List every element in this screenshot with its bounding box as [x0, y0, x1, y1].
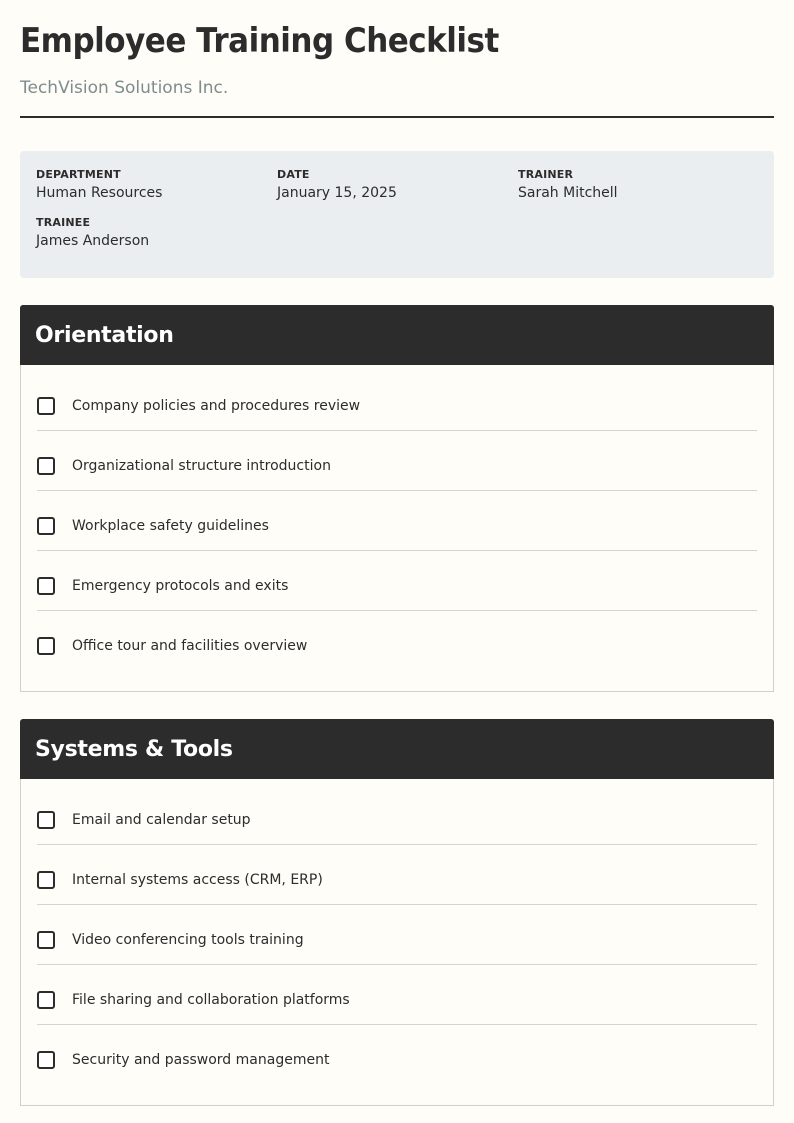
- checklist-item[interactable]: [37, 611, 757, 671]
- checklist-item-label: Company policies and procedures review: [72, 397, 361, 414]
- info-trainee: [36, 215, 277, 263]
- checkbox[interactable]: [37, 637, 55, 655]
- info-date: [277, 167, 518, 215]
- info-box: [20, 151, 774, 278]
- info-label: DEPARTMENT: [36, 168, 121, 181]
- checkbox[interactable]: [37, 871, 55, 889]
- section-systems-tools: [20, 719, 774, 1106]
- checkbox[interactable]: [37, 577, 55, 595]
- document-header: [20, 0, 774, 118]
- info-label: DATE: [277, 168, 310, 181]
- info-label: TRAINER: [518, 168, 574, 181]
- checklist-item-label: Security and password management: [72, 1052, 330, 1068]
- checklist-item-label: Internal systems access (CRM, ERP): [72, 871, 323, 888]
- checklist-item-label: Organizational structure introduction: [72, 457, 331, 474]
- section-orientation: [20, 305, 774, 692]
- info-value: James Anderson: [36, 233, 150, 249]
- checklist-item[interactable]: [37, 905, 757, 965]
- checklist-item-label: File sharing and collaboration platforms: [72, 991, 350, 1008]
- checkbox[interactable]: [37, 991, 55, 1009]
- checklist-item[interactable]: [37, 965, 757, 1025]
- info-department: [36, 167, 277, 215]
- checklist: [21, 365, 773, 691]
- checkbox[interactable]: [37, 1051, 55, 1069]
- page-title: Employee Training Checklist: [20, 21, 499, 61]
- info-value: Human Resources: [36, 185, 163, 201]
- checkbox[interactable]: [37, 397, 55, 415]
- checklist-item[interactable]: [37, 491, 757, 551]
- info-value: January 15, 2025: [277, 185, 397, 201]
- checkbox[interactable]: [37, 811, 55, 829]
- section-title: Systems & Tools: [35, 736, 233, 762]
- checklist-item-label: Email and calendar setup: [72, 811, 251, 828]
- info-label: TRAINEE: [36, 216, 91, 229]
- checklist-item-label: Emergency protocols and exits: [72, 577, 289, 594]
- checklist-item[interactable]: [37, 845, 757, 905]
- checkbox[interactable]: [37, 457, 55, 475]
- info-trainer: [518, 167, 758, 215]
- checklist-item[interactable]: [37, 785, 757, 845]
- section-header: [20, 719, 774, 779]
- checklist-item-label: Workplace safety guidelines: [72, 517, 269, 534]
- checkbox[interactable]: [37, 517, 55, 535]
- header-divider: [20, 116, 774, 118]
- checklist-item[interactable]: [37, 431, 757, 491]
- checklist: [21, 779, 773, 1105]
- checklist-item-label: Video conferencing tools training: [72, 931, 304, 948]
- checkbox[interactable]: [37, 931, 55, 949]
- section-header: [20, 305, 774, 365]
- company-name: TechVision Solutions Inc.: [20, 78, 229, 98]
- checklist-item-label: Office tour and facilities overview: [72, 638, 308, 654]
- checklist-item[interactable]: [37, 371, 757, 431]
- section-title: Orientation: [35, 322, 174, 348]
- checklist-item[interactable]: [37, 551, 757, 611]
- info-value: Sarah Mitchell: [518, 185, 618, 201]
- checklist-item[interactable]: [37, 1025, 757, 1085]
